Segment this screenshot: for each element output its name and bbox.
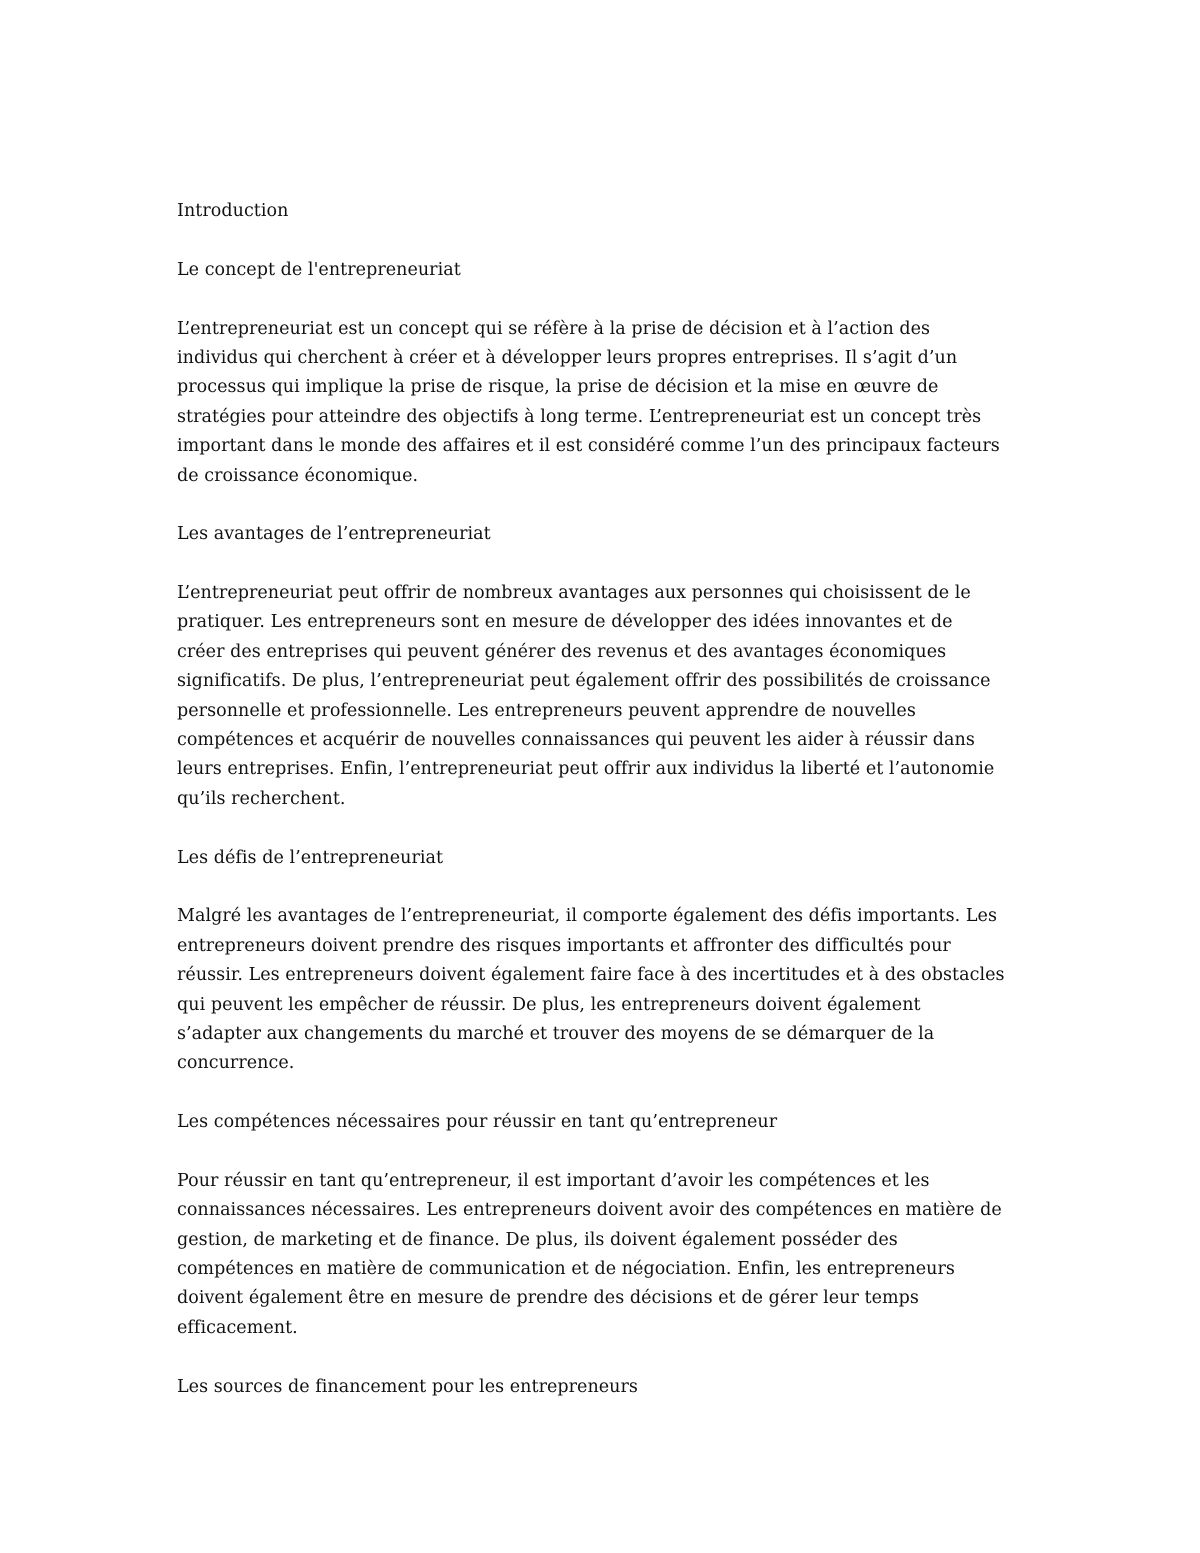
paragraph-line: important dans le monde des affaires et il est considéré comme l’un des principaux facteurs: [177, 436, 1000, 457]
paragraph-line: de croissance économique.: [177, 465, 419, 486]
paragraph-line: L’entrepreneuriat peut offrir de nombreux avantages aux personnes qui choisissent de le: [177, 583, 971, 604]
paragraph-line: gestion, de marketing et de finance. De plus, ils doivent également posséder des: [177, 1229, 898, 1250]
paragraph-avantages: [177, 579, 1027, 814]
paragraph-line: créer des entreprises qui peuvent générer des revenus et des avantages économiques: [177, 641, 947, 662]
document-title: Introduction: [177, 201, 289, 221]
paragraph-defis: [177, 902, 1027, 1078]
section-heading-avantages: Les avantages de l’entrepreneuriat: [177, 524, 491, 545]
paragraph-line: qu’ils recherchent.: [177, 788, 346, 809]
paragraph-line: personnelle et professionnelle. Les entrepreneurs peuvent apprendre de nouvelles: [177, 700, 916, 721]
paragraph-line: efficacement.: [177, 1317, 298, 1338]
paragraph-line: qui peuvent les empêcher de réussir. De plus, les entrepreneurs doivent également: [177, 994, 921, 1015]
paragraph-line: Malgré les avantages de l’entrepreneuriat, il comporte également des défis importants. Les: [177, 906, 997, 927]
paragraph-concept: [177, 315, 1027, 491]
section-heading-competences: Les compétences nécessaires pour réussir en tant qu’entrepreneur: [177, 1112, 778, 1133]
paragraph-line: compétences en matière de communication et de négociation. Enfin, les entrepreneurs: [177, 1259, 955, 1280]
paragraph-line: pratiquer. Les entrepreneurs sont en mesure de développer des idées innovantes et de: [177, 612, 953, 633]
section-heading-concept: Le concept de l'entrepreneuriat: [177, 259, 461, 280]
paragraph-competences: [177, 1167, 1027, 1343]
paragraph-line: concurrence.: [177, 1053, 295, 1074]
paragraph-line: réussir. Les entrepreneurs doivent également faire face à des incertitudes et à des obstacles: [177, 965, 1005, 986]
paragraph-line: leurs entreprises. Enfin, l’entrepreneuriat peut offrir aux individus la liberté et l’autonomie: [177, 759, 995, 780]
paragraph-line: significatifs. De plus, l’entrepreneuriat peut également offrir des possibilités de croissance: [177, 671, 991, 692]
paragraph-line: stratégies pour atteindre des objectifs à long terme. L’entrepreneuriat est un concept très: [177, 406, 982, 427]
paragraph-line: Pour réussir en tant qu’entrepreneur, il est important d’avoir les compétences et les: [177, 1170, 930, 1191]
paragraph-line: doivent également être en mesure de prendre des décisions et de gérer leur temps: [177, 1288, 919, 1309]
paragraph-line: s’adapter aux changements du marché et trouver des moyens de se démarquer de la: [177, 1023, 935, 1044]
paragraph-line: compétences et acquérir de nouvelles connaissances qui peuvent les aider à réussir dans: [177, 730, 975, 751]
paragraph-line: connaissances nécessaires. Les entrepreneurs doivent avoir des compétences en matière de: [177, 1200, 1002, 1221]
document-body: [177, 197, 1027, 1402]
paragraph-line: entrepreneurs doivent prendre des risques importants et affronter des difficultés pour: [177, 935, 951, 956]
paragraph-line: L’entrepreneuriat est un concept qui se réfère à la prise de décision et à l’action des: [177, 318, 931, 339]
paragraph-line: individus qui cherchent à créer et à développer leurs propres entreprises. Il s’agit d’un: [177, 347, 958, 368]
section-heading-financement: Les sources de financement pour les entrepreneurs: [177, 1376, 638, 1397]
paragraph-line: processus qui implique la prise de risque, la prise de décision et la mise en œuvre de: [177, 377, 939, 398]
section-heading-defis: Les défis de l’entrepreneuriat: [177, 847, 444, 868]
